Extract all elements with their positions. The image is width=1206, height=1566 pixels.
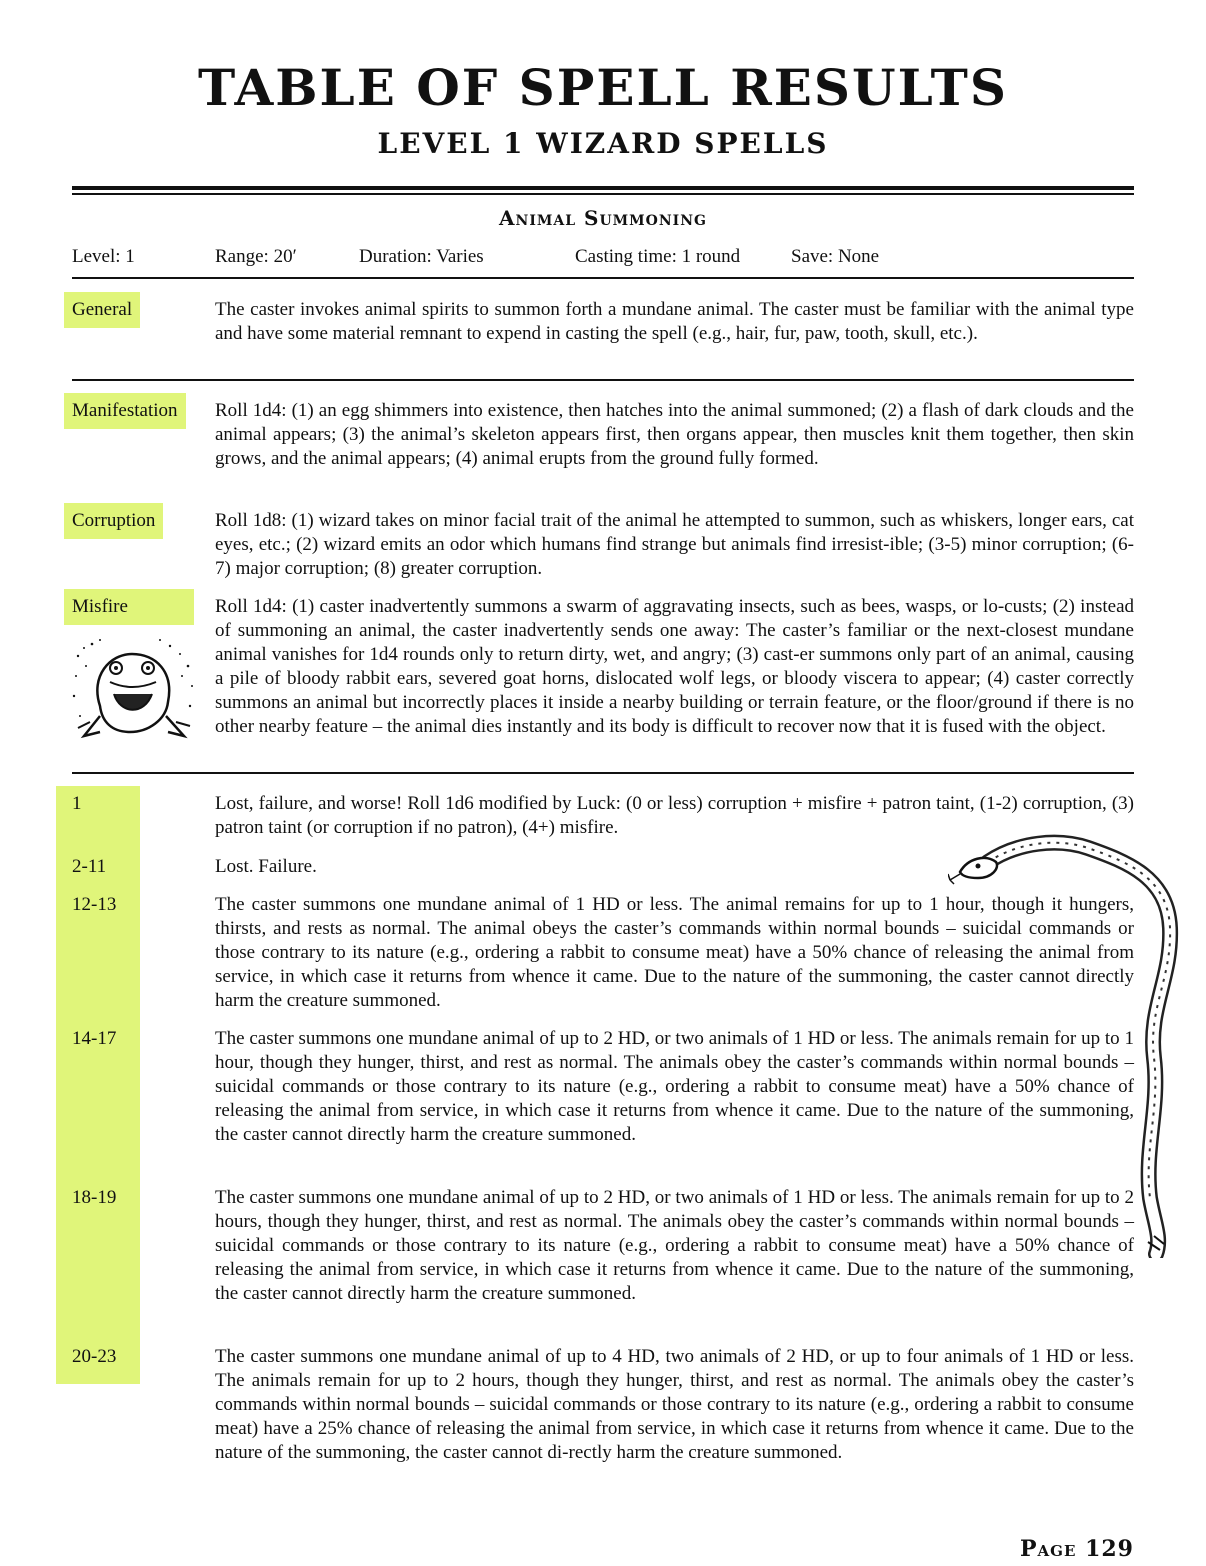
- stat-range: Range: 20′: [215, 246, 297, 267]
- page-title: TABLE OF SPELL RESULTS: [198, 58, 1008, 117]
- general-divider: [72, 379, 1134, 381]
- stat-save: Save: None: [791, 246, 880, 267]
- roll-value: 2-11: [72, 856, 107, 877]
- manifestation-text: Roll 1d4: (1) an egg shimmers into existence, then hatches into the animal summoned; (2) a flash of dark clouds and the animal appears; (3) the animal’s skeleton appears first, then organs appear, then muscles knit them together, then skin grows, and the animal appears; (4) animal erupts from the ground fully formed.: [215, 400, 1134, 469]
- stats-divider: [72, 277, 1134, 279]
- result-text: The caster summons one mundane animal of up to 2 HD, or two animals of 1 HD or less. The animals remain for up to 1 hour, though they hunger, thirst, and rest as normal. The animals obey the caster’s commands within normal bounds – suicidal commands or those contrary to its nature (e.g., ordering a rabbit to consume meat) have a 50% chance of releasing the animal from service, in which case it returns from whence it came. Due to the nature of the summoning, the caster cannot directly harm the creature summoned.: [215, 1028, 1134, 1145]
- result-text: Lost. Failure.: [215, 856, 317, 877]
- label-manifestation: Manifestation: [64, 393, 186, 429]
- roll-value: 20-23: [72, 1346, 117, 1367]
- result-text: The caster summons one mundane animal of up to 4 HD, two animals of 2 HD, or up to four animals of 1 HD or less. The animals remain for up to 2 hours, though they hunger, thirst, and rest as normal. The animals obey the caster’s commands within normal bounds – suicidal commands or those contrary to its nature (e.g., ordering a rabbit to consume meat) have a 25% chance of releasing the animal from service, in which case it returns from whence it came. Due to the nature of the summoning, the caster cannot di-rectly harm the creature summoned.: [215, 1346, 1134, 1463]
- stat-duration: Duration: Varies: [359, 246, 484, 267]
- page-subtitle: LEVEL 1 WIZARD SPELLS: [377, 127, 829, 160]
- general-text: The caster invokes animal spirits to summon forth a mundane animal. The caster must be familiar with the animal type and have some material remnant to expend in casting the spell (e.g., hair, fur, paw, tooth, skull, etc.).: [215, 299, 1134, 344]
- misfire-text: Roll 1d4: (1) caster inadvertently summons a swarm of aggravating insects, such as bees, wasps, or lo-custs; (2) instead of summoning an animal, the caster inadvertently sends one away: The caster’s familiar or the next-closest mundane animal vanishes for 1d4 rounds only to return dirty, wet, and angry; (3) cast-er summons only part of an animal, causing a pile of bloody rabbit ears, severed goat horns, dislocated wolf legs, or bloody viscera to appear; (4) caster correctly summons an animal but incorrectly places it inside a nearby building or terrain feature, or the floor/ground if there is no other nearby feature – the animal dies instantly and its body is difficult to recover now that it is fused with the object.: [215, 596, 1134, 737]
- header-divider-top: [72, 186, 1134, 190]
- label-general: General: [64, 292, 140, 328]
- stat-level: Level: 1: [72, 246, 135, 267]
- result-text: The caster summons one mundane animal of 1 HD or less. The animal remains for up to 1 hour, though it hungers, thirsts, and rests as normal. The animal obeys the caster’s commands within normal bounds – suicidal commands or those contrary to its nature (e.g., ordering a rabbit to consume meat) have a 50% chance of releasing the animal from service, in which case it returns from whence it came. Due to the nature of the summoning, the caster cannot directly harm the creature summoned.: [215, 894, 1134, 1011]
- roll-value: 14-17: [72, 1028, 117, 1049]
- misfire-divider: [72, 772, 1134, 774]
- stat-casting-time: Casting time: 1 round: [575, 246, 741, 267]
- roll-value: 18-19: [72, 1187, 117, 1208]
- header-divider-bottom: [72, 193, 1134, 195]
- snake-illustration: [948, 818, 1182, 1258]
- corruption-text: Roll 1d8: (1) wizard takes on minor facial trait of the animal he attempted to summon, such as whiskers, longer ears, cat eyes, etc.; (2) wizard emits an odor which humans find strange but animals find irresist-ible; (3-5) minor corruption; (6-7) major corruption; (8) greater corruption.: [215, 510, 1134, 579]
- result-text: Lost, failure, and worse! Roll 1d6 modified by Luck: (0 or less) corruption + misfire + patron taint, (1-2) corruption, (3) patron taint (or corruption if no patron), (4+) misfire.: [215, 793, 1134, 838]
- label-corruption: Corruption: [64, 503, 163, 539]
- page-number: Page 129: [1019, 1536, 1134, 1562]
- label-misfire: Misfire: [64, 589, 194, 625]
- spell-name: Animal Summoning: [499, 206, 707, 230]
- roll-value: 12-13: [72, 894, 117, 915]
- toad-illustration: [70, 636, 198, 748]
- result-text: The caster summons one mundane animal of up to 2 HD, or two animals of 1 HD or less. The animals remain for up to 2 hours, though they hunger, thirst, and rest as normal. The animals obey the caster’s commands within normal bounds – suicidal commands or those contrary to its nature (e.g., ordering a rabbit to consume meat) have a 50% chance of releasing the animal from service, in which case it returns from whence it came. Due to the nature of the summoning, the caster cannot directly harm the creature summoned.: [215, 1187, 1134, 1304]
- roll-value: 1: [72, 793, 82, 814]
